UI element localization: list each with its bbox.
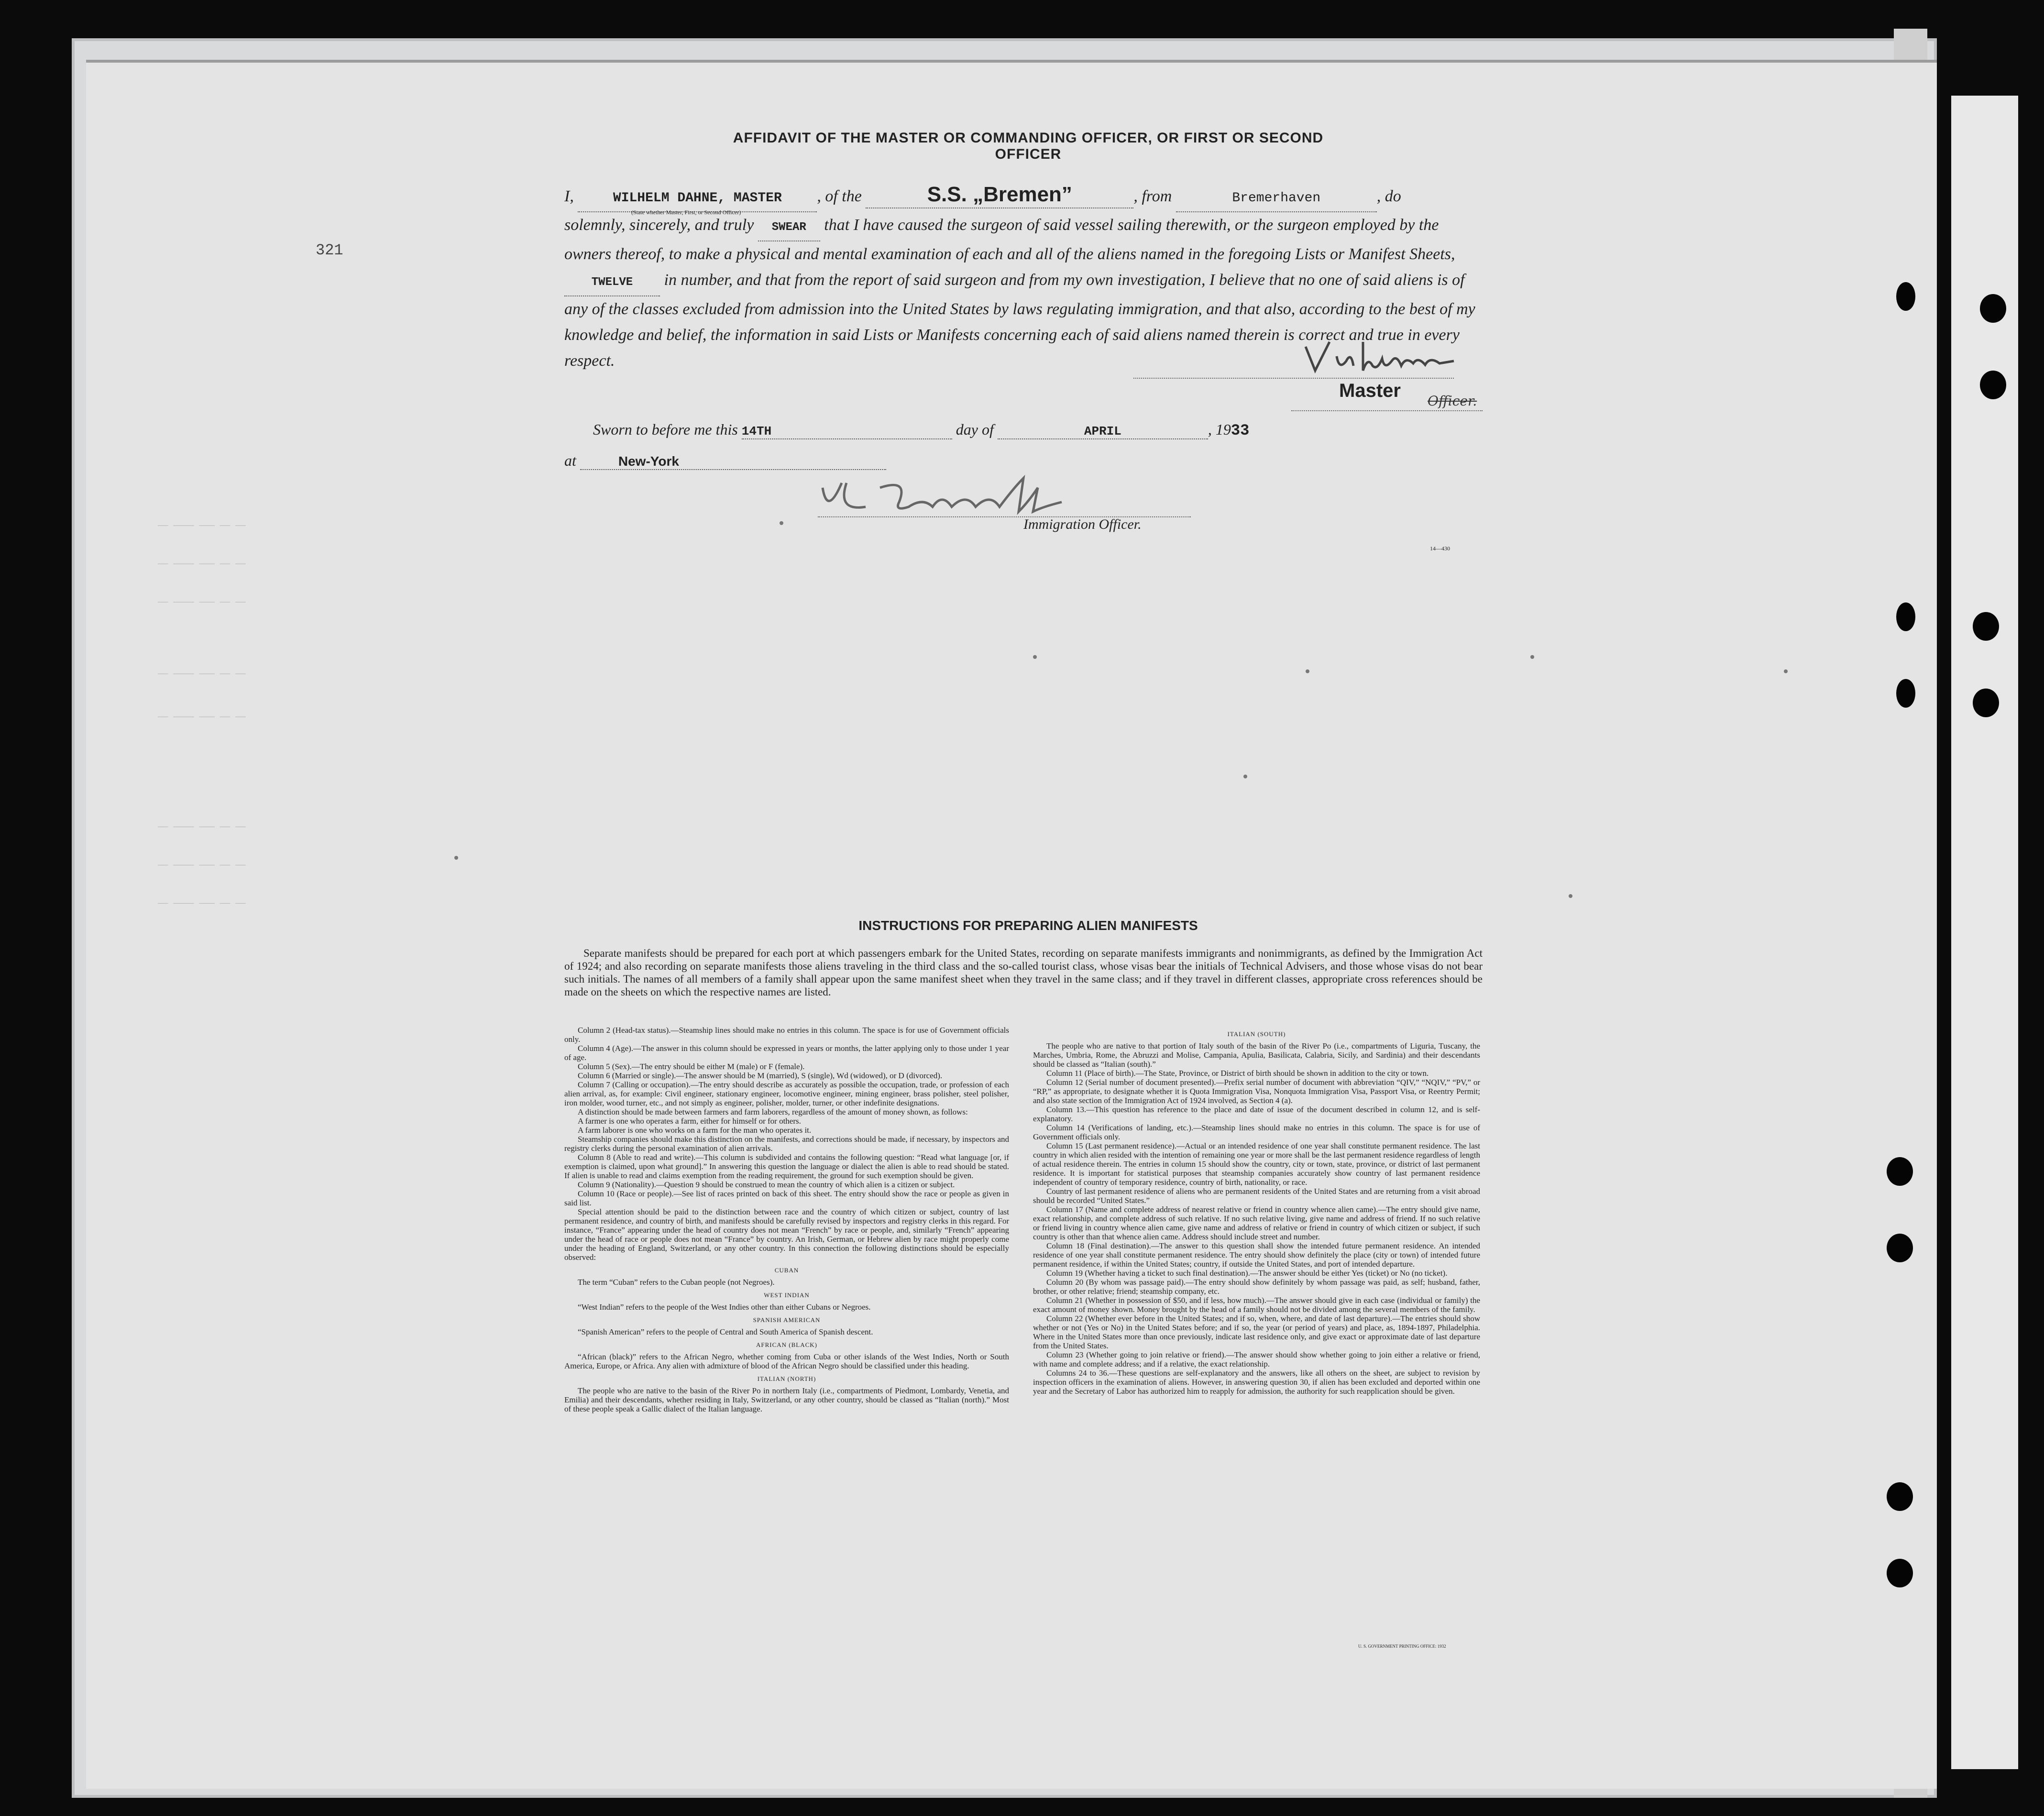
african-text: “African (black)” refers to the African Negro, whether coming from Cuba or other islands of the West Indies, North or South America, Europe, or Africa. Any alien with admixture of blood of the African Negro should be classified under this heading. bbox=[564, 1352, 1009, 1370]
binder-hole bbox=[1896, 282, 1915, 311]
speck bbox=[1306, 669, 1309, 673]
bleed-through-row: —— ———— ——— —— —— bbox=[158, 559, 246, 569]
instructions-intro: Separate manifests should be prepared for each port at which passengers embark for the United States, recording on separate manifests immigrants and nonimmigrants, as defined by the Immigration Act of 1924; and also recording on separate manifests those aliens traveling in the third class and the so-called tourist class, whose visas bear the initials of Technical Advisers, and those whose visas do not bear such initials. The names of all members of a family shall appear upon the same manifest sheet when they travel in the same class; and if they travel in different classes, appropriate cross references should be made on the sheets on which the respective names are listed. bbox=[564, 947, 1483, 998]
affidavit-text-1: that I have caused the surgeon of said vessel sailing therewith, or the surgeon employed by the owners thereof, to make a physical and mental examination of each and all of the aliens named in the foregoing Lists or Manifest Sheets, bbox=[564, 216, 1455, 263]
instruction-paragraph: A farm laborer is one who works on a farm for the man who operates it. bbox=[578, 1126, 812, 1135]
sworn-day-of: day of bbox=[956, 421, 994, 438]
instruction-paragraph: A distinction should be made between farmers and farm laborers, regardless of the amount of money shown, as follows: bbox=[578, 1107, 968, 1116]
master-signature-line bbox=[1133, 378, 1454, 379]
ship-name-field: S.S. „Bremen” bbox=[866, 182, 1133, 208]
sworn-day-field: 14TH bbox=[742, 424, 952, 439]
do-text: , do bbox=[1376, 187, 1401, 205]
spanish-american-heading: SPANISH AMERICAN bbox=[753, 1316, 821, 1324]
master-signature bbox=[1301, 337, 1459, 383]
instruction-paragraph: Column 11 (Place of birth).—The State, Province, or District of birth should be shown in addition to the city or town. bbox=[1046, 1069, 1429, 1078]
instruction-paragraph: Column 18 (Final destination).—The answer to this question shall show the intended future permanent residence. An intended residence of one year shall constitute permanent residence. The entry should show definitely the place (city or town) of intended future permanent residence, if within the United States; country, if outside the United States, and port of intended departure. bbox=[1033, 1241, 1480, 1269]
speck bbox=[1784, 669, 1788, 673]
speck bbox=[1243, 775, 1247, 778]
cuban-heading: CUBAN bbox=[774, 1267, 799, 1274]
binder-hole bbox=[1887, 1157, 1913, 1186]
instruction-paragraph: Column 22 (Whether ever before in the United States; and if so, when, where, and date of last departure).—The entries should show whether or not (Yes or No) in the United States before; and if so, the year (or period of years) and place, as, 1894-1897, Philadelphia. Where in the United States more than once previously, indicate last residence only, and give exact or approximate date of last departure from the United States. bbox=[1033, 1314, 1480, 1350]
instruction-paragraph: The people who are native to that portion of Italy south of the basin of the River Po (i.e., compartments of Liguria, Tuscany, the Marches, Umbria, Rome, the Abruzzi and Molise, Campania, Apulia, Basilicata, Calabria, Sicily, and Sardinia) and their descendants should be classed as “Italian (south).” bbox=[1033, 1041, 1480, 1069]
from-text: , from bbox=[1133, 187, 1172, 205]
bleed-through-row: —— ———— ——— —— —— bbox=[158, 598, 246, 607]
instruction-paragraph: Column 7 (Calling or occupation).—The entry should describe as accurately as possible the occupation, trade, or profession of each alien arrival, as, for example: Civil engineer, stationary engineer, locomotive engineer, mining engineer, brass polisher, steel polisher, iron molder, wood turner, etc., and not simply as engineer, polisher, molder, turner, or other indefinite designations. bbox=[564, 1080, 1009, 1107]
affidavit-text-2: in number, and that from the report of said surgeon and from my own investigation, I believe that no one of said aliens is of any of the classes excluded from admission into the United States by laws regulating immigration, and that also, according to the best of my knowledge and belief, the information in said Lists or Manifests concerning each of said aliens named therein is correct and true in every respect. bbox=[564, 271, 1475, 370]
sworn-year-prefix: , 19 bbox=[1208, 421, 1231, 438]
west-indian-text: “West Indian” refers to the people of the West Indies other than either Cubans or Negroes. bbox=[578, 1302, 871, 1312]
spanish-american-text: “Spanish American” refers to the people of Central and South America of Spanish descent. bbox=[578, 1327, 873, 1336]
sworn-place-field: New-York bbox=[580, 454, 886, 470]
sworn-prefix: Sworn to before me this bbox=[593, 421, 738, 438]
signature-scribble bbox=[1301, 337, 1459, 375]
instructions-left-column bbox=[564, 1026, 1009, 1413]
sworn-at: at bbox=[564, 452, 576, 469]
speck bbox=[1033, 655, 1037, 659]
instruction-paragraph: Column 5 (Sex).—The entry should be either M (male) or F (female). bbox=[578, 1062, 805, 1071]
instruction-paragraph: A farmer is one who operates a farm, either for himself or for others. bbox=[578, 1116, 801, 1126]
speck bbox=[1569, 894, 1572, 898]
bleed-through-row: —— ———— ——— —— —— bbox=[158, 521, 246, 531]
intro-i: I, bbox=[564, 187, 574, 205]
instruction-paragraph: Column 23 (Whether going to join relative or friend).—The answer should show whether going to join either a relative or friend, with name and complete address; and if a relative, the exact relationship. bbox=[1033, 1350, 1480, 1368]
instruction-paragraph: Column 13.—This question has reference to the place and date of issue of the document described in column 12, and is self-explanatory. bbox=[1033, 1105, 1480, 1123]
speck bbox=[454, 856, 458, 860]
west-indian-heading: WEST INDIAN bbox=[764, 1291, 810, 1299]
affidavit-heading: AFFIDAVIT OF THE MASTER OR COMMANDING OFFICER, OR FIRST OR SECOND OFFICER bbox=[733, 130, 1324, 162]
instruction-paragraph: Column 17 (Name and complete address of nearest relative or friend in country whence alien came).—The entry should give name, exact relationship, and complete address of such relative. If no such relative living, give name and address of friend. If no such relative or friend living in country whence alien came, give name and address of relative or friend in country of which citizen or subject, if such country is other than that whence alien came. Address should include street and number. bbox=[1033, 1205, 1480, 1241]
binder-hole bbox=[1896, 679, 1915, 708]
instruction-paragraph: Steamship companies should make this distinction on the manifests, and corrections should be made, if necessary, by inspectors and registry clerks during the personal examination of alien arrivals. bbox=[564, 1135, 1009, 1153]
oath-field: SWEAR bbox=[758, 215, 820, 241]
sworn-month-field: APRIL bbox=[998, 424, 1208, 439]
officer-struck: Officer. bbox=[1428, 393, 1477, 409]
binder-hole bbox=[1973, 612, 1999, 641]
instruction-paragraph: Column 20 (By whom was passage paid).—The entry should show definitely by whom passage was paid, as self; husband, father, brother, or other relative; friend; steamship company, etc. bbox=[1033, 1278, 1480, 1296]
of-the-text: , of the bbox=[817, 187, 862, 205]
instruction-paragraph: Column 9 (Nationality).—Question 9 should be construed to mean the country of which alien is a citizen or subject. bbox=[578, 1180, 955, 1189]
speck bbox=[780, 521, 783, 525]
instructions-right-column bbox=[1033, 1026, 1480, 1396]
italian-south-heading: ITALIAN (SOUTH) bbox=[1227, 1030, 1286, 1038]
form-number: 14—430 bbox=[1430, 545, 1450, 552]
instruction-paragraph: Country of last permanent residence of aliens who are permanent residents of the United States and are returning from a visit abroad should be recorded “United States.” bbox=[1033, 1187, 1480, 1205]
speck bbox=[1530, 655, 1534, 659]
left-margin-number: 321 bbox=[316, 241, 343, 259]
bleed-through-row: —— ———— ——— —— —— bbox=[158, 822, 246, 832]
sworn-place-line bbox=[564, 452, 886, 470]
cuban-text: The term “Cuban” refers to the Cuban people (not Negroes). bbox=[578, 1278, 775, 1287]
solemnly-text: solemnly, sincerely, and truly bbox=[564, 216, 754, 234]
binder-hole bbox=[1887, 1482, 1913, 1511]
binder-strip bbox=[1951, 96, 2018, 1769]
officer-name-field: WILHELM DAHNE, MASTER bbox=[578, 186, 817, 212]
sworn-year: 33 bbox=[1231, 422, 1250, 439]
instruction-paragraph: Column 14 (Verifications of landing, etc.).—Steamship lines should make no entries in this column. The space is for use of Government officials only. bbox=[1033, 1123, 1480, 1141]
instruction-paragraph: Column 19 (Whether having a ticket to such final destination).—The answer should be either Yes (ticket) or No (no ticket). bbox=[1046, 1269, 1448, 1278]
binder-hole bbox=[1887, 1234, 1913, 1262]
italian-north-text: The people who are native to the basin of the River Po in northern Italy (i.e., compartments of Piedmont, Lombardy, Venetia, and Emilia) and their descendants, whether residing in Italy, Switzerland, or any other country, should be classed as “Italian (north).” Most of these people speak a Gallic dialect of the Italian language. bbox=[564, 1386, 1009, 1413]
instruction-paragraph: Column 15 (Last permanent residence).—Actual or an intended residence of one year shall constitute permanent residence. The last country in which alien resided with the intention of remaining one year or more shall be the last permanent residence regardless of length of actual residence therein. The entries in column 15 should show the country, city or town, state, province, or district of last permanent residence. It is important for statistical purposes that steamship companies accurately show country of last permanent residence independent of country of temporary residence, country of birth, nationality, or race. bbox=[1033, 1141, 1480, 1187]
instruction-paragraph: Column 4 (Age).—The answer in this column should be expressed in years or months, the latter applying only to those under 1 year of age. bbox=[564, 1044, 1009, 1062]
instructions-heading: INSTRUCTIONS FOR PREPARING ALIEN MANIFESTS bbox=[858, 918, 1198, 933]
binder-hole bbox=[1887, 1559, 1913, 1587]
bleed-through-row: —— ———— ——— —— —— bbox=[158, 669, 246, 679]
officer-line bbox=[1291, 410, 1483, 411]
bleed-through-row: —— ———— ——— —— —— bbox=[158, 861, 246, 870]
african-heading: AFRICAN (BLACK) bbox=[756, 1341, 818, 1348]
officer-hint: (State whether Master, First, or Second Officer) bbox=[631, 209, 741, 216]
binder-hole bbox=[1973, 689, 1999, 717]
instruction-paragraph: Column 6 (Married or single).—The answer should be M (married), S (single), Wd (widowed), or D (divorced). bbox=[578, 1071, 943, 1080]
binder-hole bbox=[1980, 371, 2006, 399]
instruction-paragraph: Special attention should be paid to the distinction between race and the country of which citizen or subject, country of last permanent residence, and country of birth, and manifests should be carefully revised by inspectors and registry clerks in this regard. For instance, “France” appearing under the head of country does not mean “French” by race or people, and, similarly “French” appearing under the head of race or people does not mean “France” by country. An Irish, German, or Hebrew alien by race might properly come under the heading of England, Switzerland, or any other country. In this connection the following distinctions should be especially observed: bbox=[564, 1207, 1009, 1262]
printer-imprint: U. S. GOVERNMENT PRINTING OFFICE: 1932 bbox=[1358, 1644, 1446, 1649]
binder-hole bbox=[1980, 294, 2006, 323]
binder-hole bbox=[1896, 602, 1915, 631]
sworn-line bbox=[593, 421, 1249, 439]
bleed-through-row: —— ———— ——— —— —— bbox=[158, 712, 246, 722]
instruction-paragraph: Column 12 (Serial number of document presented).—Prefix serial number of document with abbreviation “QIV,” “NQIV,” “PV,” or “RP,” as appropriate, to designate whether it is Quota Immigration Visa, Nonquota Immigration Visa, Passport Visa, or Reentry Permit; and also state section of the Immigration Act of 1924 involved, as Section 4 (a). bbox=[1033, 1078, 1480, 1105]
instruction-paragraph: Column 2 (Head-tax status).—Steamship lines should make no entries in this column. The space is for use of Government officials only. bbox=[564, 1026, 1009, 1044]
instruction-paragraph: Columns 24 to 36.—These questions are self-explanatory and the answers, like all others on the sheet, are subject to revision by inspection officers in the examination of aliens. However, in answering question 30, if alien has been excluded and deported within one year and the Secretary of Labor has authorized him to reapply for admission, the authority for such reapplication should be given. bbox=[1033, 1368, 1480, 1396]
master-title: Master bbox=[1339, 380, 1401, 401]
instruction-paragraph: Column 10 (Race or people).—See list of races printed on back of this sheet. The entry should show the race or people as given in said list. bbox=[564, 1189, 1009, 1207]
instruction-paragraph: Column 21 (Whether in possession of $50, and if less, how much).—The answer should give in each case (individual or family) the exact amount of money shown. Money brought by the head of a family should not be divided among the several members of the family. bbox=[1033, 1296, 1480, 1314]
port-field: Bremerhaven bbox=[1176, 186, 1377, 212]
sheet-count-field: TWELVE bbox=[564, 270, 660, 296]
immigration-officer-label: Immigration Officer. bbox=[1023, 516, 1142, 532]
instruction-paragraph: Column 8 (Able to read and write).—This column is subdivided and contains the following question: “Read what language [or, if exemption is claimed, upon what ground].” In answering this question the language or dialect the alien is able to read should be stated. If alien is unable to read and claims exemption from the reading requirement, the ground for such exemption should be given. bbox=[564, 1153, 1009, 1180]
bleed-through-row: —— ———— ——— —— —— bbox=[158, 899, 246, 908]
italian-north-heading: ITALIAN (NORTH) bbox=[757, 1375, 816, 1382]
